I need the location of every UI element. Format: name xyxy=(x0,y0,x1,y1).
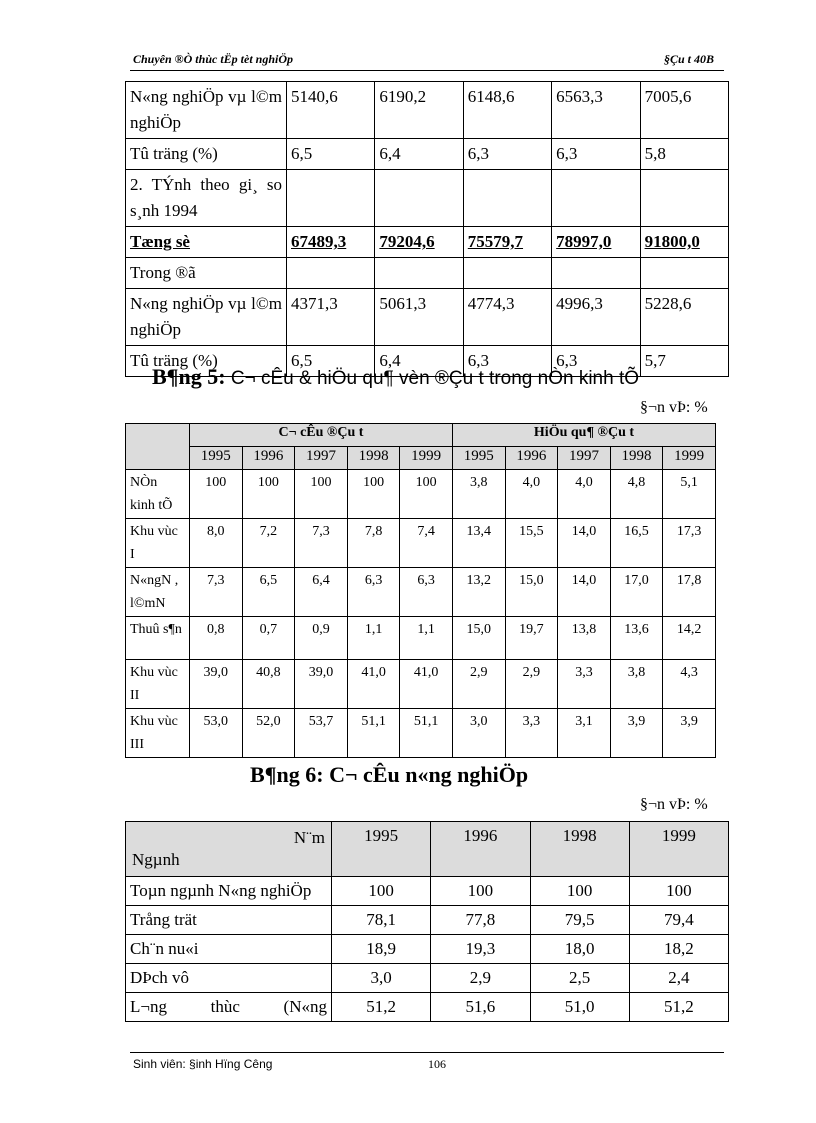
year-header: 1995 xyxy=(190,447,243,470)
table-row xyxy=(126,964,729,993)
table-cell: 0,7 xyxy=(242,617,295,660)
row-label: NÒn kinh tÕ xyxy=(126,470,190,519)
table-cell xyxy=(287,258,375,289)
table-cell: 7,3 xyxy=(295,519,348,568)
year-header: 1995 xyxy=(332,822,431,877)
table-row xyxy=(126,660,716,709)
table-cell: 39,0 xyxy=(295,660,348,709)
table-cell: 3,0 xyxy=(332,964,431,993)
gdp-continuation-table xyxy=(125,81,729,377)
page-footer xyxy=(130,1052,724,1071)
row-label: Khu vùc II xyxy=(126,660,190,709)
table-cell xyxy=(287,170,375,227)
table-cell: 41,0 xyxy=(347,660,400,709)
table-cell: 18,2 xyxy=(629,935,728,964)
table-cell: 15,0 xyxy=(505,568,558,617)
table-cell: 2,9 xyxy=(431,964,530,993)
table-cell: 6,3 xyxy=(400,568,453,617)
table-cell xyxy=(463,170,551,227)
table-cell: 6,5 xyxy=(242,568,295,617)
table-cell xyxy=(463,258,551,289)
table-cell: 3,8 xyxy=(452,470,505,519)
table-cell: 2,4 xyxy=(629,964,728,993)
table-cell: 77,8 xyxy=(431,906,530,935)
table-cell: 100 xyxy=(629,877,728,906)
table-cell: 51,2 xyxy=(332,993,431,1022)
year-header: 1998 xyxy=(347,447,400,470)
table-cell: 5,1 xyxy=(663,470,716,519)
table-cell: 6,3 xyxy=(463,346,551,377)
table-cell: 100 xyxy=(332,877,431,906)
row-label: DÞch vô xyxy=(126,964,332,993)
table-cell: 100 xyxy=(242,470,295,519)
table1-body xyxy=(126,82,729,377)
table-cell: 3,3 xyxy=(558,660,611,709)
table-row xyxy=(126,289,729,346)
header-class: §Çu t 40B xyxy=(663,52,714,66)
corner-sector-label: Ngµnh xyxy=(132,850,180,869)
table-cell: 6,3 xyxy=(552,139,640,170)
table-cell: 13,6 xyxy=(610,617,663,660)
table-cell: 14,2 xyxy=(663,617,716,660)
table-cell: 4996,3 xyxy=(552,289,640,346)
table-row xyxy=(126,568,716,617)
table-row xyxy=(126,877,729,906)
table-cell: 5061,3 xyxy=(375,289,463,346)
table-cell: 6,3 xyxy=(463,139,551,170)
year-header: 1999 xyxy=(629,822,728,877)
table-row xyxy=(126,519,716,568)
corner-cell xyxy=(126,424,190,470)
table-row xyxy=(126,227,729,258)
row-label: Tû träng (%) xyxy=(126,346,287,377)
row-label: Khu vùc I xyxy=(126,519,190,568)
table-cell: 91800,0 xyxy=(640,227,728,258)
table-cell: 0,9 xyxy=(295,617,348,660)
year-header-row xyxy=(126,447,716,470)
table-cell: 40,8 xyxy=(242,660,295,709)
table-cell: 17,3 xyxy=(663,519,716,568)
table-cell: 6563,3 xyxy=(552,82,640,139)
group-header-efficiency: HiÖu qu¶ ®Çu t xyxy=(452,424,715,447)
table-cell: 51,1 xyxy=(347,709,400,758)
table-cell: 4,0 xyxy=(558,470,611,519)
table-cell: 17,8 xyxy=(663,568,716,617)
table-cell: 16,5 xyxy=(610,519,663,568)
table-cell: 53,7 xyxy=(295,709,348,758)
table-cell: 18,9 xyxy=(332,935,431,964)
table-cell: 7,3 xyxy=(190,568,243,617)
diagonal-corner-cell xyxy=(126,822,332,877)
table-cell: 67489,3 xyxy=(287,227,375,258)
year-header: 1996 xyxy=(505,447,558,470)
page-number: 106 xyxy=(428,1057,446,1071)
table-cell: 1,1 xyxy=(347,617,400,660)
table-cell: 3,8 xyxy=(610,660,663,709)
table-cell: 2,9 xyxy=(452,660,505,709)
table-row xyxy=(126,935,729,964)
table-cell: 3,1 xyxy=(558,709,611,758)
row-label: 2. TÝnh theo gi¸ so s¸nh 1994 xyxy=(126,170,287,227)
table-cell: 6,5 xyxy=(287,346,375,377)
table-row xyxy=(126,258,729,289)
table-cell: 100 xyxy=(431,877,530,906)
table-cell: 5,8 xyxy=(640,139,728,170)
agriculture-structure-table xyxy=(125,821,729,1022)
table-cell: 15,0 xyxy=(452,617,505,660)
table-row xyxy=(126,709,716,758)
year-header: 1997 xyxy=(295,447,348,470)
table-cell: 14,0 xyxy=(558,568,611,617)
row-label: Ch¨n nu«i xyxy=(126,935,332,964)
table-cell: 6,3 xyxy=(347,568,400,617)
table-cell: 100 xyxy=(190,470,243,519)
table-header-row xyxy=(126,822,729,877)
table-cell: 51,0 xyxy=(530,993,629,1022)
year-header: 1995 xyxy=(452,447,505,470)
table-cell: 4,8 xyxy=(610,470,663,519)
table5-body xyxy=(126,424,716,758)
table6-unit: §¬n vÞ: % xyxy=(640,796,708,813)
row-label: Trång trät xyxy=(126,906,332,935)
table-cell: 100 xyxy=(530,877,629,906)
table-cell xyxy=(375,258,463,289)
table-cell: 7,8 xyxy=(347,519,400,568)
table-row xyxy=(126,170,729,227)
table-row xyxy=(126,617,716,660)
table-cell: 78,1 xyxy=(332,906,431,935)
table-cell: 4774,3 xyxy=(463,289,551,346)
year-header: 1999 xyxy=(663,447,716,470)
investment-structure-table xyxy=(125,423,716,758)
table-row xyxy=(126,993,729,1022)
table-row xyxy=(126,470,716,519)
table-cell: 19,3 xyxy=(431,935,530,964)
row-label: Thuû s¶n xyxy=(126,617,190,660)
table-cell: 7005,6 xyxy=(640,82,728,139)
table-cell xyxy=(640,258,728,289)
table-cell: 79,4 xyxy=(629,906,728,935)
table-cell xyxy=(552,170,640,227)
table-cell: 100 xyxy=(295,470,348,519)
table-cell: 53,0 xyxy=(190,709,243,758)
corner-year-label: N¨m xyxy=(293,828,325,847)
table-row xyxy=(126,906,729,935)
table-cell: 7,2 xyxy=(242,519,295,568)
table-cell: 15,5 xyxy=(505,519,558,568)
table-cell: 14,0 xyxy=(558,519,611,568)
year-header: 1999 xyxy=(400,447,453,470)
table-row xyxy=(126,82,729,139)
table-cell: 6,3 xyxy=(552,346,640,377)
table-cell: 18,0 xyxy=(530,935,629,964)
table-cell: 19,7 xyxy=(505,617,558,660)
table-cell xyxy=(552,258,640,289)
table6-title: B¶ng 6: C¬ cÊu n«ng nghiÖp xyxy=(250,762,529,787)
year-header: 1996 xyxy=(431,822,530,877)
table-cell: 51,1 xyxy=(400,709,453,758)
table-cell: 51,2 xyxy=(629,993,728,1022)
row-label: Khu vùc III xyxy=(126,709,190,758)
table-cell: 4371,3 xyxy=(287,289,375,346)
table-row xyxy=(126,139,729,170)
row-label: N«ngN , l©mN xyxy=(126,568,190,617)
table-cell xyxy=(375,170,463,227)
table-cell xyxy=(640,170,728,227)
table-cell: 3,3 xyxy=(505,709,558,758)
table-cell: 0,8 xyxy=(190,617,243,660)
table5-title: B¶ng 5: C¬ cÊu & hiÖu qu¶ vèn ®Çu t trong nÒn kinh tÕ xyxy=(152,364,640,389)
table-header-row xyxy=(126,424,716,447)
row-label: Tæng sè xyxy=(126,227,287,258)
table-cell: 39,0 xyxy=(190,660,243,709)
table-cell: 5,7 xyxy=(640,346,728,377)
table-cell: 13,2 xyxy=(452,568,505,617)
table-cell: 6,4 xyxy=(375,346,463,377)
table-cell: 79,5 xyxy=(530,906,629,935)
table-cell: 41,0 xyxy=(400,660,453,709)
footer-author: Sinh viên: §inh Hïng Cêng xyxy=(133,1057,273,1071)
table-cell: 52,0 xyxy=(242,709,295,758)
table-cell: 51,6 xyxy=(431,993,530,1022)
year-header: 1997 xyxy=(558,447,611,470)
table-cell: 78997,0 xyxy=(552,227,640,258)
row-label: Tû träng (%) xyxy=(126,139,287,170)
table-cell: 17,0 xyxy=(610,568,663,617)
table-cell: 3,0 xyxy=(452,709,505,758)
table-cell: 100 xyxy=(347,470,400,519)
table-cell: 2,5 xyxy=(530,964,629,993)
table-cell: 2,9 xyxy=(505,660,558,709)
year-header: 1998 xyxy=(610,447,663,470)
year-header: 1998 xyxy=(530,822,629,877)
table-cell: 3,9 xyxy=(610,709,663,758)
header-title: Chuyên ®Ò thùc tËp tèt nghiÖp xyxy=(133,52,293,66)
table-cell: 100 xyxy=(400,470,453,519)
row-label: N«ng nghiÖp vµ l©m nghiÖp xyxy=(126,82,287,139)
table-cell: 13,8 xyxy=(558,617,611,660)
table-cell: 75579,7 xyxy=(463,227,551,258)
table-cell: 6190,2 xyxy=(375,82,463,139)
table-cell: 6,4 xyxy=(295,568,348,617)
table-cell: 3,9 xyxy=(663,709,716,758)
table-cell: 1,1 xyxy=(400,617,453,660)
table-cell: 6148,6 xyxy=(463,82,551,139)
table-cell: 4,0 xyxy=(505,470,558,519)
table-cell: 5228,6 xyxy=(640,289,728,346)
table-cell: 4,3 xyxy=(663,660,716,709)
table6-body xyxy=(126,822,729,1022)
table-cell: 7,4 xyxy=(400,519,453,568)
group-header-structure: C¬ cÊu ®Çu t xyxy=(190,424,453,447)
page-header xyxy=(130,52,724,71)
table-cell: 6,4 xyxy=(375,139,463,170)
row-label: Toµn ngµnh N«ng nghiÖp xyxy=(126,877,332,906)
table5-unit: §¬n vÞ: % xyxy=(640,399,708,416)
year-header: 1996 xyxy=(242,447,295,470)
table-cell: 5140,6 xyxy=(287,82,375,139)
table-cell: 6,5 xyxy=(287,139,375,170)
table-cell: 79204,6 xyxy=(375,227,463,258)
row-label: L¬ng thùc (N«ng xyxy=(126,993,332,1022)
row-label: Trong ®ã xyxy=(126,258,287,289)
table-cell: 8,0 xyxy=(190,519,243,568)
row-label: N«ng nghiÖp vµ l©m nghiÖp xyxy=(126,289,287,346)
table-cell: 13,4 xyxy=(452,519,505,568)
